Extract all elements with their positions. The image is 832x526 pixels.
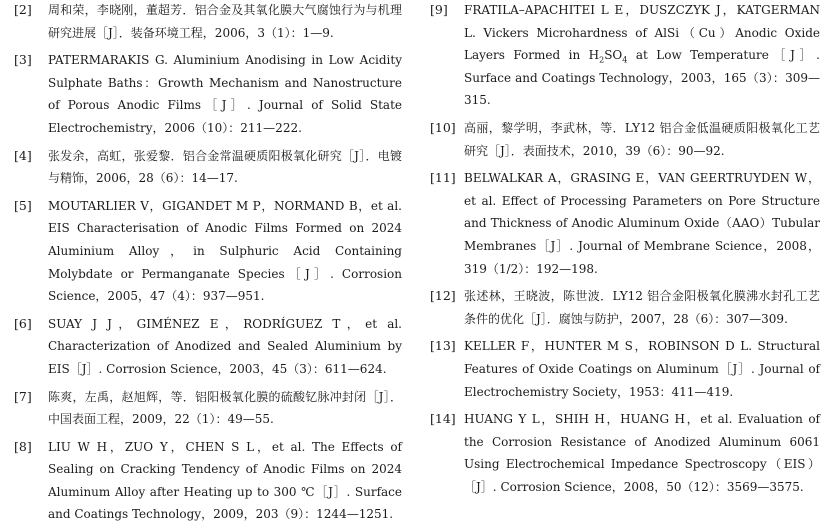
reference-text: 高丽，黎学明，李武林，等．LY12 铝合金低温硬质阳极氧化工艺研究［J］．表面技术，2010，39（6）：90—92. (464, 120, 820, 158)
reference-column-left (14, 0, 402, 526)
reference-entry (430, 167, 820, 280)
reference-text: MOUTARLIER V，GIGANDET M P，NORMAND B，et al. EIS Characterisation of Anodic Films Formed on 2024 Aluminium Alloy，in Sulphuric Acid Containing Molybdate or Permanganate Species［J］. Corrosion Science，2005，47（4）：937—951. (48, 198, 402, 304)
reference-entry (430, 0, 820, 112)
reference-text: SUAY J J，GIMÉNEZ E，RODRÍGUEZ T，et al. Characterization of Anodized and Sealed Aluminium by EIS［J］. Corrosion Science，2003，45（3）：611—624. (48, 316, 402, 376)
reference-number: [11] (430, 170, 456, 186)
reference-column-right (430, 0, 820, 498)
reference-text: KELLER F，HUNTER M S，ROBINSON D L. Structural Features of Oxide Coatings on Aluminum［J］. Journal of Electrochemistry Society，1953：411—419. (464, 339, 820, 399)
reference-text: PATERMARAKIS G. Aluminium Anodising in Low Acidity Sulphate Baths：Growth Mechanism and Nanostructure of Porous Anodic Films［J］. Journal of Solid State Electrochemistry，2006（10）：211—222. (48, 53, 402, 135)
reference-text: 周和荣，李晓刚，董超芳．铝合金及其氧化膜大气腐蚀行为与机理研究进展［J］．装备环境工程，2006，3（1）：1—9. (48, 3, 402, 40)
reference-entry (14, 0, 402, 44)
reference-entry (14, 386, 402, 431)
reference-entry (430, 285, 820, 330)
reference-number: [12] (430, 288, 456, 304)
reference-number: [4] (14, 147, 32, 163)
reference-text: BELWALKAR A，GRASING E，VAN GEERTRUYDEN W，et al. Effect of Processing Parameters on Pore Structure and Thickness of Anodic Aluminum Oxide（AAO）Tubular Membranes［J］. Journal of Membrane Science，2008，319（1/2）：192—198. (464, 171, 820, 276)
reference-number: [8] (14, 438, 32, 454)
reference-number: [2] (14, 2, 32, 17)
reference-number: [7] (14, 388, 32, 404)
reference-number: [9] (430, 2, 448, 17)
reference-number: [14] (430, 411, 456, 427)
reference-text: 张发余，高虹，张爱黎．铝合金常温硬质阳极氧化研究［J］．电镀与精饰，2006，28（6）：14—17. (48, 148, 402, 186)
reference-number: [3] (14, 52, 32, 68)
reference-number: [13] (430, 338, 456, 354)
reference-entry (14, 313, 402, 381)
reference-text: 陈爽，左禹，赵旭辉，等．铝阳极氧化膜的硫酸钇脉冲封闭［J］．中国表面工程，2009，22（1）：49—55. (48, 389, 402, 427)
reference-entry (14, 49, 402, 139)
reference-text: FRATILA–APACHITEI L E，DUSZCZYK J，KATGERMAN L. Vickers Microhardness of AlSi（Cu）Anodic Oxide Layers Formed in $H_2SO_4$ at Low Temperature［J］. Surface and Coatings Technology，2003，165（3）：309—315. (464, 3, 820, 108)
reference-text: HUANG Y L，SHIH H，HUANG H，et al. Evaluation of the Corrosion Resistance of Anodized Aluminum 6061 Using Electrochemical Impedance Spectroscopy（EIS）［J］. Corrosion Science，2008，50（12）：3569—3575. (464, 412, 820, 494)
reference-entry (14, 195, 402, 308)
reference-number: [6] (14, 315, 32, 331)
reference-text: 张述林，王晓波，陈世波．LY12 铝合金阳极氧化膜沸水封孔工艺条件的优化［J］．腐蚀与防护，2007，28（6）：307—309. (464, 289, 820, 326)
reference-text: LIU W H，ZUO Y，CHEN S L，et al. The Effects of Sealing on Cracking Tendency of Anodic Films on 2024 Aluminum Alloy after Heating up to 300 ℃［J］. Surface and Coatings Technology，2009，203（9）：1244—1251. (48, 439, 402, 522)
reference-number: [5] (14, 197, 32, 213)
reference-entry (14, 436, 402, 526)
reference-entry (430, 335, 820, 403)
reference-number: [10] (430, 119, 456, 135)
reference-entry (430, 408, 820, 498)
reference-entry (14, 145, 402, 190)
reference-entry (430, 117, 820, 162)
